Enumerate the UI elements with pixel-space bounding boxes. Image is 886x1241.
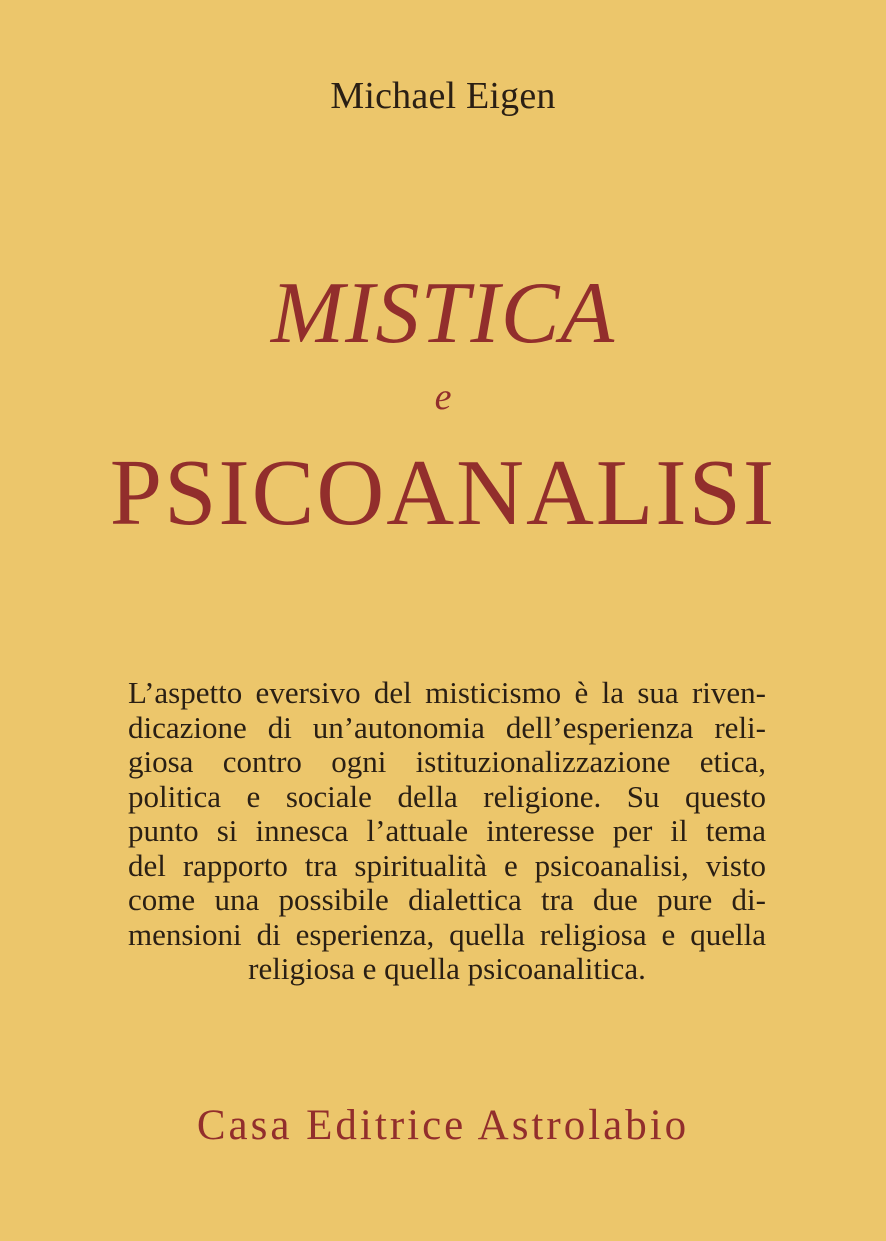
title-subtitle: PSICOANALISI <box>109 441 777 545</box>
blurb-line: politica e sociale della religione. Su questo <box>128 778 766 814</box>
blurb-line: L’aspetto eversivo del misticismo è la sua riven- <box>128 675 766 710</box>
blurb-line: punto si innesca l’attuale interesse per il tema <box>128 813 766 848</box>
blurb-line: dicazione di un’autonomia dell’esperienza reli- <box>128 709 766 745</box>
blurb-line: mensioni di esperienza, quella religiosa e quella <box>128 916 766 952</box>
publisher-name: Casa Editrice Astrolabio <box>196 1102 690 1149</box>
blurb-text <box>128 676 766 987</box>
author-name: Michael Eigen <box>330 75 556 117</box>
blurb-line: come una possibile dialettica tra due pure di- <box>128 882 766 917</box>
blurb-line: del rapporto tra spiritualità e psicoanalisi, visto <box>128 847 766 883</box>
blurb-line: giosa contro ogni istituzionalizzazione etica, <box>128 744 766 779</box>
title-conjunction: e <box>434 376 452 418</box>
blurb-line: religiosa e quella psicoanalitica. <box>248 951 646 986</box>
title-main: MISTICA <box>270 265 616 362</box>
